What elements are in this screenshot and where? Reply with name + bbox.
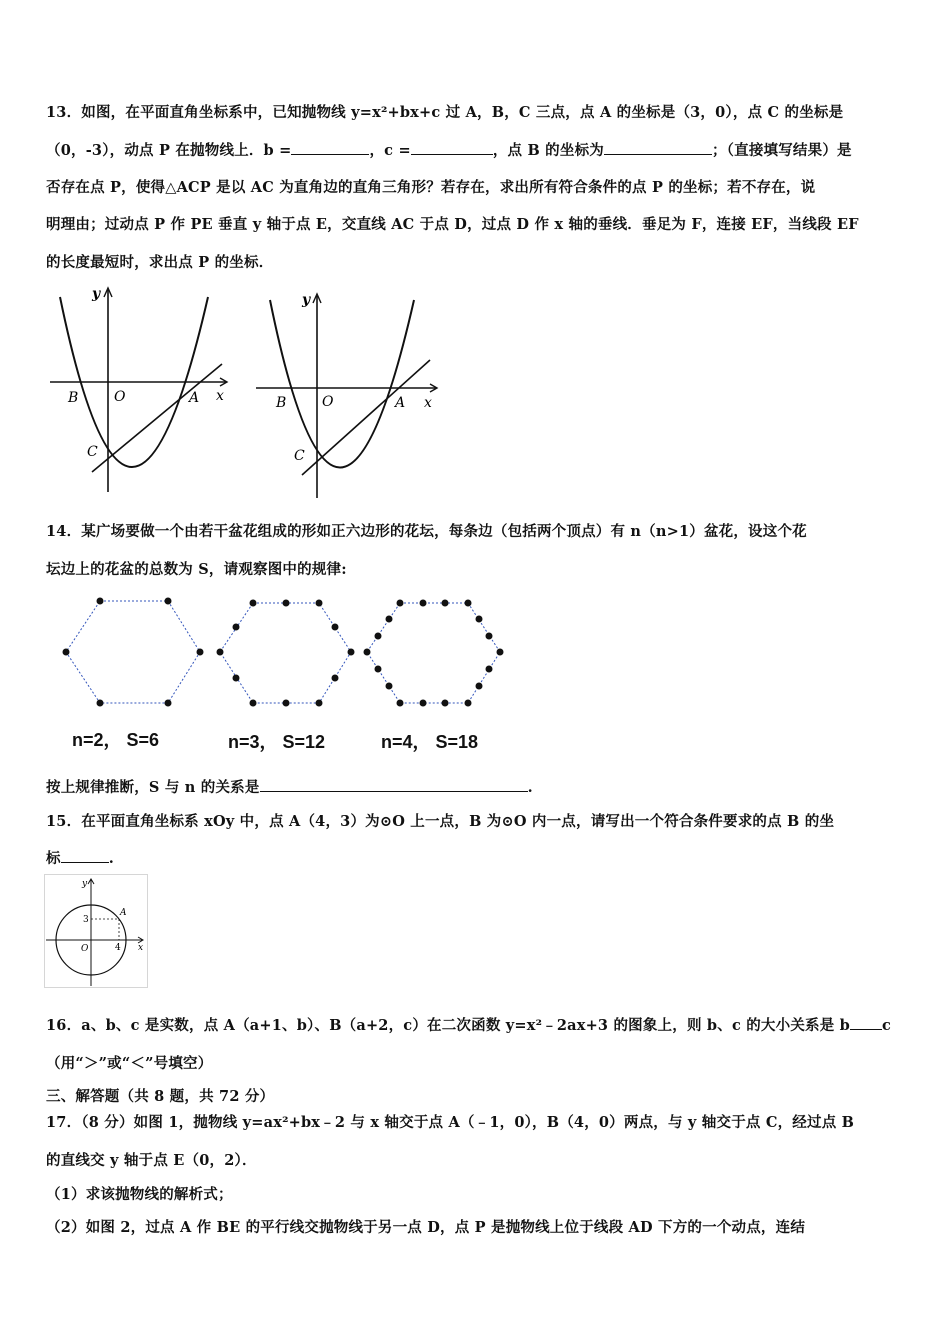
label-o: O: [114, 389, 126, 405]
answer-blank-s-n[interactable]: [260, 777, 528, 792]
label-a: A: [189, 390, 200, 406]
caption-n2: n=2， S=6: [72, 730, 160, 750]
fig-label-x: x: [138, 943, 144, 953]
q15-line-1: 15．在平面直角坐标系 xOy 中，点 A（4，3）为⊙O 上一点，B 为⊙O 内一点，请写出一个符合条件要求的点 B 的坐: [46, 813, 835, 830]
hexagon-n2: [66, 601, 200, 703]
label-b: B: [276, 395, 287, 411]
label-o: O: [322, 394, 334, 410]
hexagon-n3-pots: [217, 600, 355, 707]
label-c: C: [294, 448, 305, 464]
q13-line-1: 13．如图，在平面直角坐标系中，已知抛物线 y=x²+bx+c 过 A，B，C 三点，点 A 的坐标是（3，0），点 C 的坐标是: [46, 104, 844, 121]
q13-text-end: ；（直接填写结果）是: [711, 142, 852, 159]
figure-border: [45, 875, 148, 988]
q16-line-1: [46, 1014, 891, 1035]
q13-text-c: ，c =: [369, 142, 411, 159]
q13-line-2: [46, 139, 852, 160]
label-a: A: [395, 395, 406, 411]
q17-part-1: （1）求该抛物线的解析式；: [46, 1186, 233, 1203]
q13-text-b: （0，-3），动点 P 在抛物线上．b =: [46, 142, 292, 159]
fig-label-y: y: [82, 879, 88, 889]
parabola: [270, 300, 414, 468]
q14-ask-end: .: [527, 779, 533, 796]
fig-label-a: A: [120, 908, 127, 918]
q14-ask: [46, 776, 533, 797]
q14-line-1: 14．某广场要做一个由若干盆花组成的形如正六边形的花坛，每条边（包括两个顶点）有 n（n>1）盆花，设这个花: [46, 523, 807, 540]
fig-label-4: 4: [115, 943, 121, 953]
label-b: B: [68, 390, 79, 406]
answer-blank-compare[interactable]: [850, 1015, 882, 1030]
caption-n3: n=3， S=12: [228, 732, 326, 752]
q14-line-2: 坛边上的花盆的总数为 S，请观察图中的规律:: [46, 561, 347, 578]
label-c: C: [87, 444, 98, 460]
hexagon-n3: [220, 603, 351, 703]
label-y: y: [92, 286, 101, 302]
answer-blank-point-b-coord[interactable]: [61, 848, 109, 863]
fig-label-o: O: [81, 944, 89, 954]
caption-n4: n=4， S=18: [381, 732, 479, 752]
label-x: x: [216, 388, 224, 404]
q15-end: .: [108, 850, 114, 867]
answer-blank-point-b[interactable]: [604, 140, 712, 155]
q13-graph-2: [252, 290, 442, 500]
q13-line-3: 否存在点 P，使得△ACP 是以 AC 为直角边的直角三角形？若存在，求出所有符合条件的点 P 的坐标；若不存在，说: [46, 179, 816, 196]
q17-part-2: （2）如图 2，过点 A 作 BE 的平行线交抛物线于另一点 D，点 P 是抛物线上位于线段 AD 下方的一个动点，连结: [46, 1219, 806, 1236]
q16-text: 16．a、b、c 是实数，点 A（a+1、b）、B（a+2，c）在二次函数 y=x²﹣2ax+3 的图象上，则 b、c 的大小关系是 b: [46, 1017, 851, 1034]
hexagon-n2-pots: [63, 598, 204, 707]
fig-label-3: 3: [83, 915, 89, 925]
q15-circle-figure: [44, 874, 148, 988]
q13-line-4: 明理由；过动点 P 作 PE 垂直 y 轴于点 E，交直线 AC 于点 D，过点 D 作 x 轴的垂线．垂足为 F，连接 EF，当线段 EF: [46, 216, 859, 233]
line-ac: [92, 364, 222, 472]
section-3-heading: 三、解答题（共 8 题，共 72 分）: [46, 1088, 275, 1105]
hexagon-pattern-figure: [58, 592, 518, 716]
q16-text-end: c: [882, 1017, 892, 1034]
q16-line-2: （用“＞”或“＜”号填空）: [46, 1055, 213, 1072]
q13-line-5: 的长度最短时，求出点 P 的坐标．: [46, 254, 274, 271]
q13-graph-1: [44, 282, 234, 497]
q15-text: 标: [46, 850, 61, 867]
q14-ask-text: 按上规律推断，S 与 n 的关系是: [46, 779, 260, 796]
q17-line-1: 17．（8 分）如图 1，抛物线 y=ax²+bx﹣2 与 x 轴交于点 A（﹣1，0），B（4，0）两点，与 y 轴交于点 C，经过点 B: [46, 1114, 855, 1131]
answer-blank-b[interactable]: [291, 140, 369, 155]
answer-blank-c[interactable]: [411, 140, 493, 155]
line-ac: [302, 360, 430, 475]
q13-text-point-b: ，点 B 的坐标为: [492, 142, 604, 159]
hexagon-n4-pots: [364, 600, 504, 707]
q15-line-2: [46, 847, 114, 868]
label-y: y: [302, 292, 311, 308]
q17-line-2: 的直线交 y 轴于点 E（0，2）．: [46, 1152, 257, 1169]
label-x: x: [424, 395, 432, 411]
